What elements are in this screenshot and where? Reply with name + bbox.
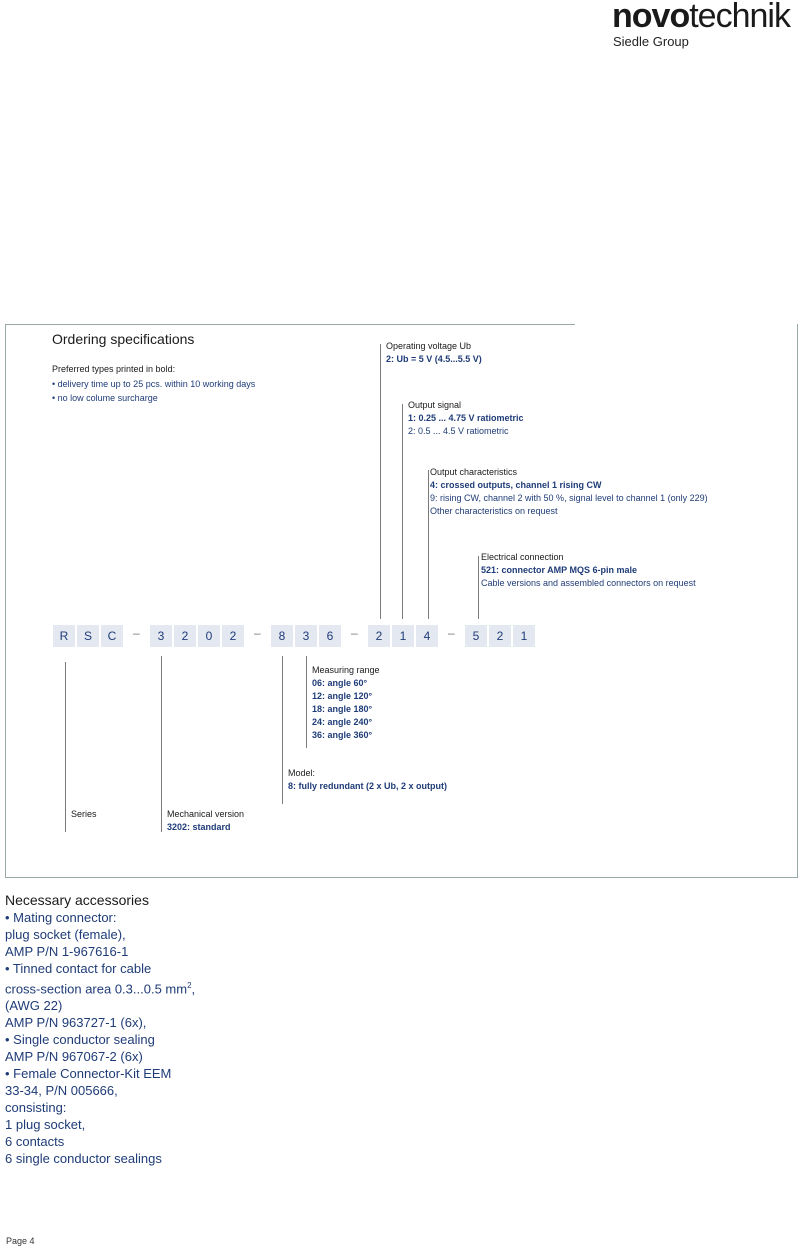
accessories-line: cross-section area 0.3...0.5 mm bbox=[5, 981, 188, 997]
measuring-range-block bbox=[312, 664, 380, 742]
accessories-title: Necessary accessories bbox=[5, 892, 149, 908]
logo-wordmark bbox=[612, 0, 790, 36]
leader-line-output-characteristics bbox=[428, 470, 429, 619]
code-cell: 2 bbox=[174, 625, 196, 647]
output-characteristics-title: Output characteristics bbox=[430, 467, 518, 477]
leader-line-model bbox=[282, 656, 283, 804]
electrical-connection-title: Electrical connection bbox=[481, 552, 564, 562]
leader-line-operating-voltage bbox=[380, 344, 381, 619]
leader-line-electrical-connection bbox=[478, 556, 479, 619]
code-cell: 1 bbox=[513, 625, 535, 647]
operating-voltage-option: 2: Ub = 5 V (4.5...5.5 V) bbox=[386, 354, 482, 364]
logo-subtitle: Siedle Group bbox=[613, 34, 689, 49]
code-cell: 2 bbox=[489, 625, 511, 647]
output-signal-title: Output signal bbox=[408, 400, 462, 410]
code-cell: 4 bbox=[416, 625, 438, 647]
leader-line-mechanical-version bbox=[161, 656, 162, 832]
preferred-bullet: • delivery time up to 25 pcs. within 10 working days bbox=[52, 379, 256, 389]
code-dash: – bbox=[133, 626, 140, 640]
superscript: 2 bbox=[187, 981, 192, 990]
code-cell: 0 bbox=[198, 625, 220, 647]
accessories-line: AMP P/N 963727-1 (6x), bbox=[5, 1015, 147, 1031]
preferred-note bbox=[52, 363, 255, 405]
code-dash: – bbox=[448, 626, 455, 640]
accessories-line-tail: , bbox=[191, 981, 196, 997]
series-title: Series bbox=[71, 809, 97, 819]
output-signal-block bbox=[408, 399, 524, 438]
leader-line-output-signal bbox=[402, 404, 403, 619]
accessories-line: (AWG 22) bbox=[5, 998, 63, 1014]
model-title: Model: bbox=[288, 768, 316, 778]
code-cell: R bbox=[53, 625, 75, 647]
mechanical-version-title: Mechanical version bbox=[167, 809, 245, 819]
code-cell: 2 bbox=[222, 625, 244, 647]
panel-border-left bbox=[5, 324, 6, 878]
preferred-title: Preferred types printed in bold: bbox=[52, 364, 176, 374]
operating-voltage-title: Operating voltage Ub bbox=[386, 341, 472, 351]
accessories-line: 6 contacts bbox=[5, 1134, 65, 1150]
model-option: 8: fully redundant (2 x Ub, 2 x output) bbox=[288, 781, 448, 791]
accessories-line-with-sup bbox=[5, 977, 195, 997]
code-dash: – bbox=[254, 626, 261, 640]
output-characteristics-option: 4: crossed outputs, channel 1 rising CW bbox=[430, 480, 602, 490]
accessories-line: plug socket (female), bbox=[5, 927, 126, 942]
measuring-range-option: 36: angle 360° bbox=[312, 730, 373, 740]
output-characteristics-note: Other characteristics on request bbox=[430, 506, 558, 516]
accessories-line: • Female Connector-Kit EEM bbox=[5, 1066, 172, 1082]
electrical-connection-note: Cable versions and assembled connectors on request bbox=[481, 578, 696, 588]
code-cell: 3 bbox=[295, 625, 317, 647]
electrical-connection-option: 521: connector AMP MQS 6-pin male bbox=[481, 565, 638, 575]
operating-voltage-block bbox=[386, 340, 482, 366]
preferred-bullet: • no low colume surcharge bbox=[52, 393, 158, 403]
accessories-line: 6 single conductor sealings bbox=[5, 1151, 162, 1167]
logo-bold: novo bbox=[612, 0, 690, 35]
accessories-section bbox=[5, 892, 195, 1167]
electrical-connection-block bbox=[481, 551, 696, 590]
accessories-line: 1 plug socket, bbox=[5, 1117, 86, 1133]
accessories-line: AMP P/N 1-967616-1 bbox=[5, 944, 129, 959]
logo-light: technik bbox=[689, 0, 790, 35]
code-cell: 6 bbox=[319, 625, 341, 647]
accessories-line: consisting: bbox=[5, 1100, 67, 1116]
measuring-range-option: 18: angle 180° bbox=[312, 704, 373, 714]
code-cell: 3 bbox=[150, 625, 172, 647]
mechanical-version-block bbox=[167, 808, 244, 834]
measuring-range-option: 12: angle 120° bbox=[312, 691, 373, 701]
code-cell: 2 bbox=[368, 625, 390, 647]
panel-border-top bbox=[5, 324, 575, 325]
output-characteristics-option: 9: rising CW, channel 2 with 50 %, signal level to channel 1 (only 229) bbox=[430, 493, 708, 503]
panel-border-right bbox=[797, 324, 798, 878]
measuring-range-option: 24: angle 240° bbox=[312, 717, 373, 727]
accessories-line: • Mating connector: bbox=[5, 910, 117, 925]
output-signal-option: 1: 0.25 ... 4.75 V ratiometric bbox=[408, 413, 524, 423]
leader-line-series bbox=[65, 662, 66, 832]
code-cell: 1 bbox=[392, 625, 414, 647]
panel-border-bottom bbox=[5, 877, 798, 878]
mechanical-version-option: 3202: standard bbox=[167, 822, 231, 832]
accessories-line: • Single conductor sealing bbox=[5, 1032, 155, 1048]
code-cell: 8 bbox=[271, 625, 293, 647]
code-cell: 5 bbox=[465, 625, 487, 647]
leader-line-measuring-range bbox=[306, 656, 307, 748]
output-characteristics-block bbox=[430, 466, 708, 518]
accessories-line: AMP P/N 967067-2 (6x) bbox=[5, 1049, 143, 1065]
output-signal-option: 2: 0.5 ... 4.5 V ratiometric bbox=[408, 426, 509, 436]
accessories-line: 33-34, P/N 005666, bbox=[5, 1083, 118, 1099]
code-cell: S bbox=[77, 625, 99, 647]
code-cell: C bbox=[101, 625, 123, 647]
measuring-range-title: Measuring range bbox=[312, 665, 380, 675]
ordering-title: Ordering specifications bbox=[52, 331, 195, 347]
model-block bbox=[288, 767, 447, 793]
page-number: Page 4 bbox=[6, 1236, 35, 1246]
measuring-range-option: 06: angle 60° bbox=[312, 678, 368, 688]
accessories-line: • Tinned contact for cable bbox=[5, 961, 152, 976]
code-dash: – bbox=[351, 626, 358, 640]
series-block bbox=[71, 808, 97, 821]
